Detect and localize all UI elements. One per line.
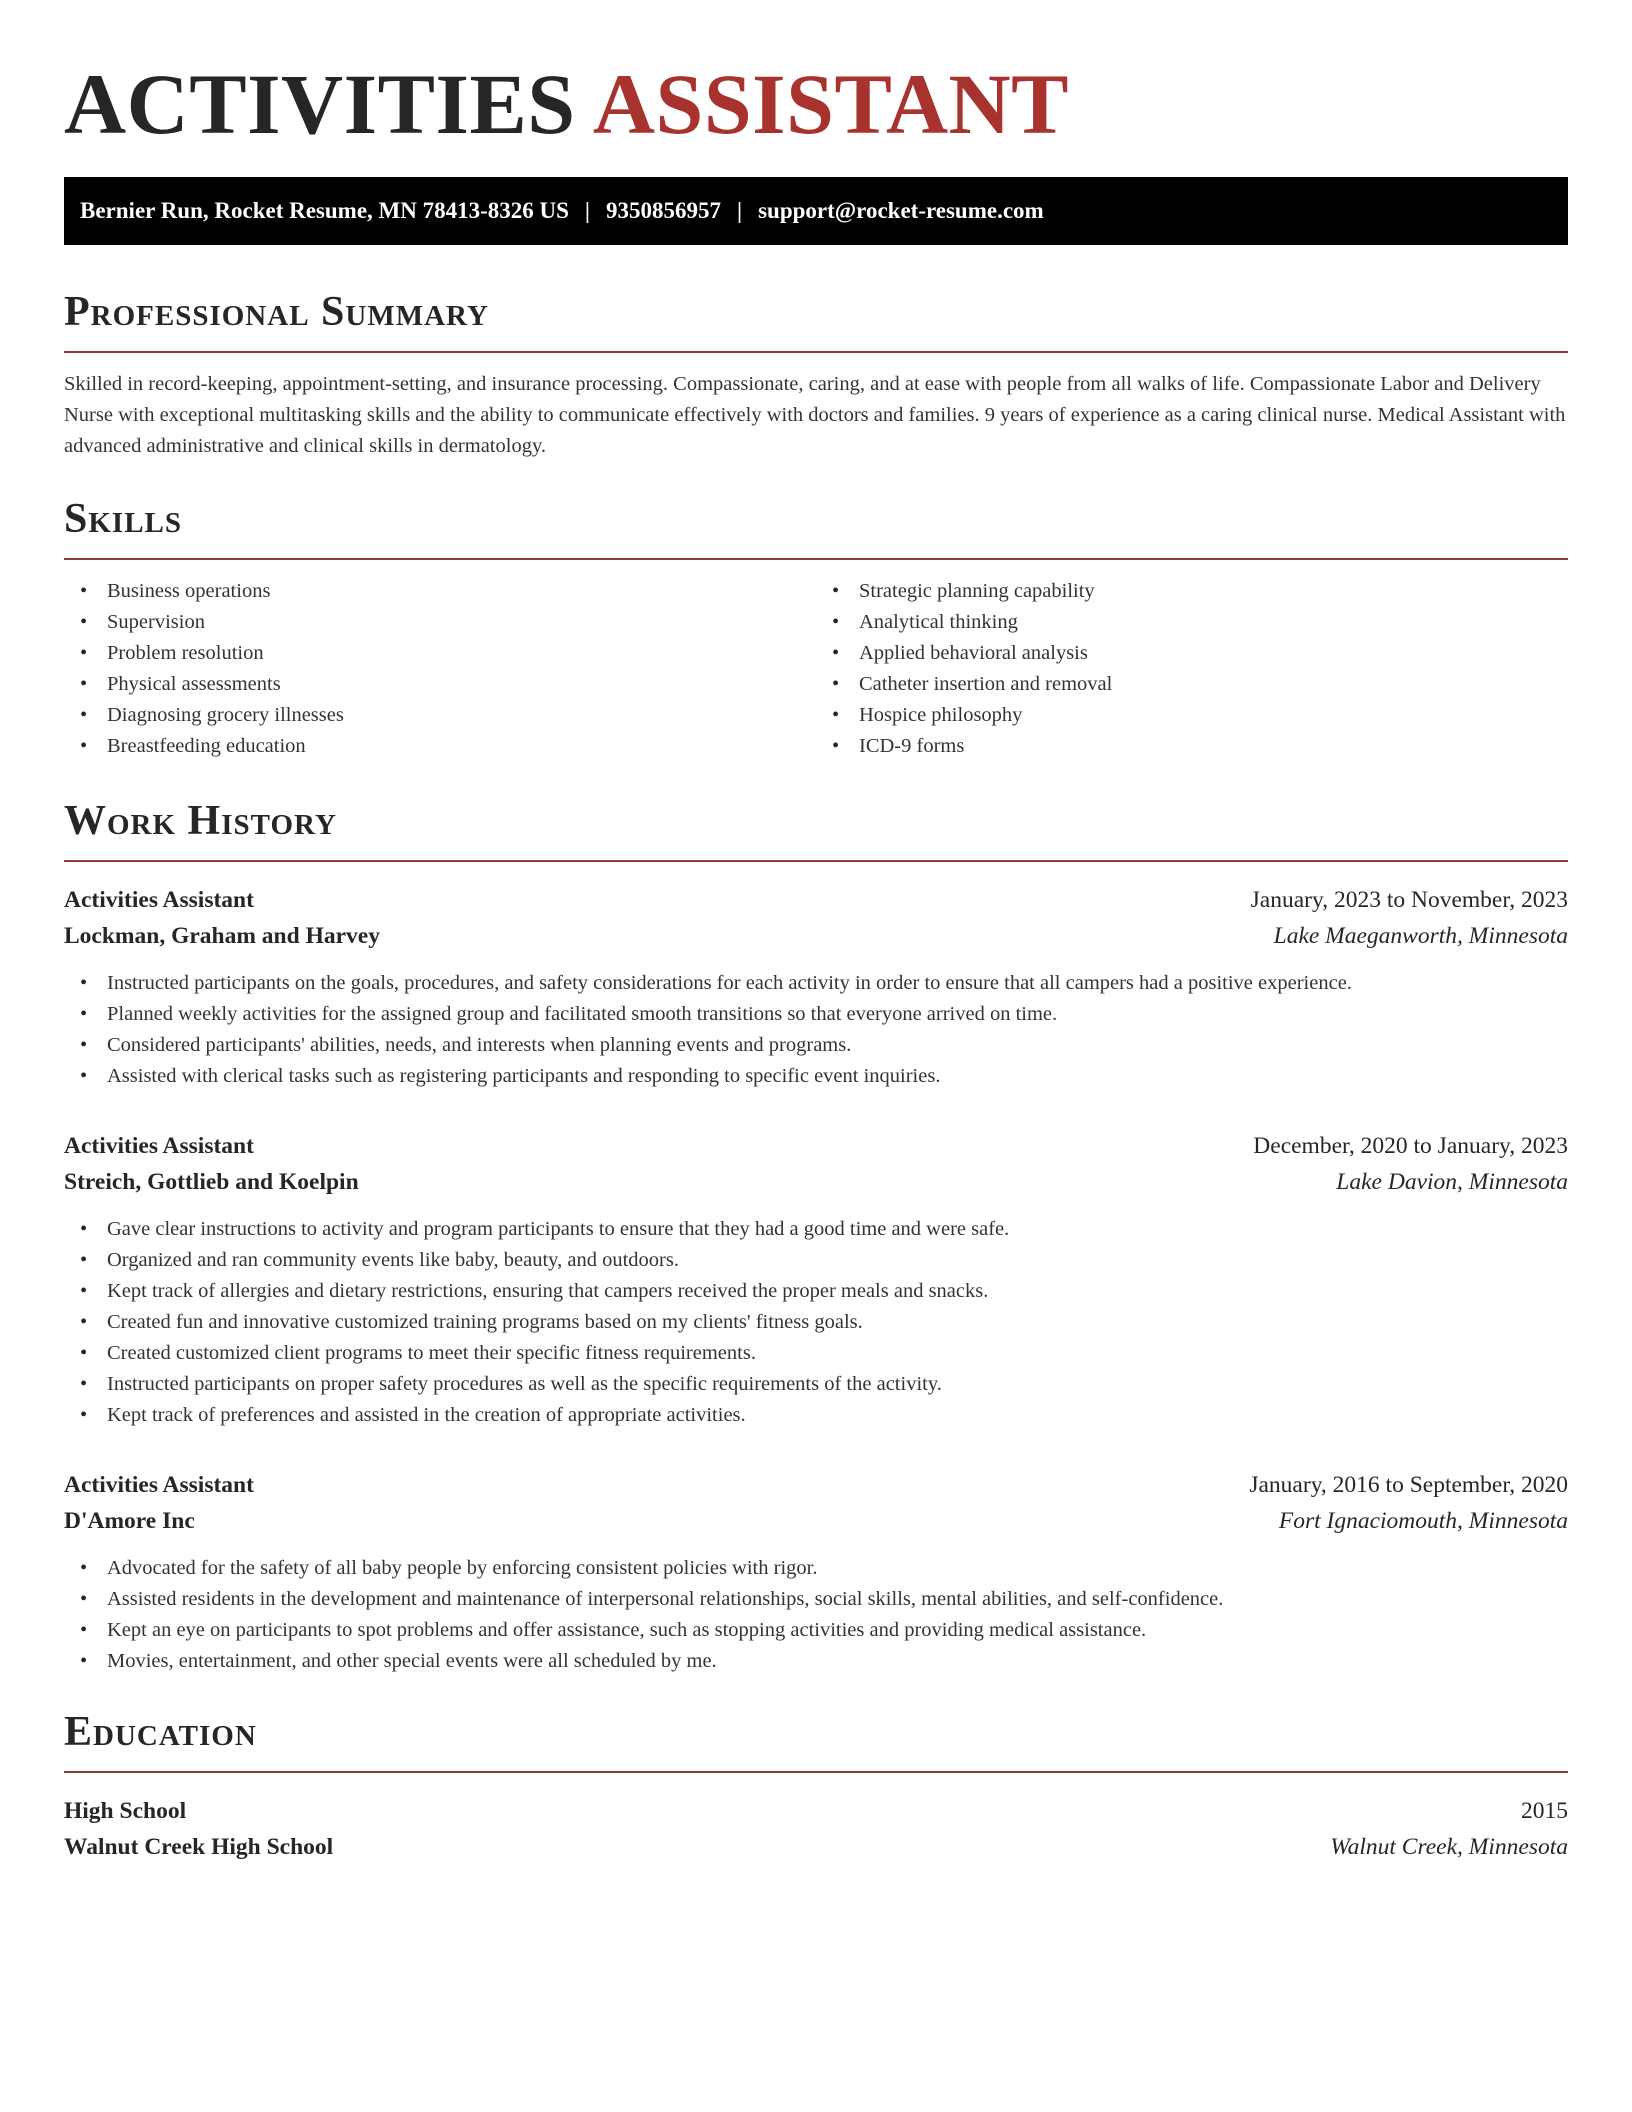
- skill-item: • Catheter insertion and removal: [859, 669, 1568, 700]
- skill-item: • Strategic planning capability: [859, 576, 1568, 607]
- job-header-row: [64, 1467, 1568, 1503]
- job-header-row: [64, 1128, 1568, 1164]
- job-bullet: • Created customized client programs to meet their specific fitness requirements.: [107, 1338, 1568, 1369]
- job-entry: [64, 1467, 1568, 1677]
- education-heading: Education: [64, 1709, 257, 1755]
- job-bullet: • Kept an eye on participants to spot problems and offer assistance, such as stopping activities and providing medical assistance.: [107, 1615, 1568, 1646]
- name-last: ASSISTANT: [592, 56, 1070, 152]
- skills-grid: [64, 576, 1568, 762]
- job-header-row: [64, 882, 1568, 918]
- summary-section: [64, 287, 1568, 462]
- skill-item: • Diagnosing grocery illnesses: [107, 700, 816, 731]
- section-divider: [64, 558, 1568, 560]
- job-company-row: [64, 1164, 1568, 1200]
- job-dates: January, 2023 to November, 2023: [1250, 887, 1568, 913]
- skills-section: [64, 494, 1568, 762]
- job-bullet: • Instructed participants on the goals, procedures, and safety considerations for each activity in order to ensure that all campers had a positive experience.: [107, 968, 1568, 999]
- contact-address: Bernier Run, Rocket Resume, MN 78413-8326 US: [80, 198, 569, 223]
- contact-email: support@rocket-resume.com: [758, 198, 1044, 223]
- skill-item: • ICD-9 forms: [859, 731, 1568, 762]
- skill-item: • Supervision: [107, 607, 816, 638]
- summary-heading: Professional Summary: [64, 289, 489, 335]
- job-bullet: • Kept track of allergies and dietary restrictions, ensuring that campers received the proper meals and snacks.: [107, 1276, 1568, 1307]
- education-entry: [64, 1793, 1568, 1865]
- job-location: Lake Maeganworth, Minnesota: [1273, 923, 1568, 949]
- section-divider: [64, 860, 1568, 862]
- job-bullet: • Movies, entertainment, and other special events were all scheduled by me.: [107, 1646, 1568, 1677]
- education-degree: High School: [64, 1798, 187, 1824]
- contact-separator: |: [584, 198, 590, 223]
- education-header-row: [64, 1793, 1568, 1829]
- section-divider: [64, 351, 1568, 353]
- job-entry: [64, 1128, 1568, 1431]
- job-bullet: • Organized and ran community events like baby, beauty, and outdoors.: [107, 1245, 1568, 1276]
- skills-left-column: [64, 576, 816, 762]
- job-bullet: • Planned weekly activities for the assigned group and facilitated smooth transitions so that everyone arrived on time.: [107, 999, 1568, 1030]
- job-location: Fort Ignaciomouth, Minnesota: [1278, 1508, 1568, 1534]
- job-bullet: • Advocated for the safety of all baby people by enforcing consistent policies with rigor.: [107, 1553, 1568, 1584]
- skills-heading: Skills: [64, 496, 183, 542]
- job-company: Streich, Gottlieb and Koelpin: [64, 1169, 359, 1195]
- skill-item: • Hospice philosophy: [859, 700, 1568, 731]
- job-title: Activities Assistant: [64, 1133, 254, 1159]
- name-first: ACTIVITIES: [64, 56, 576, 152]
- skill-item: • Business operations: [107, 576, 816, 607]
- skill-item: • Problem resolution: [107, 638, 816, 669]
- skill-item: • Physical assessments: [107, 669, 816, 700]
- job-bullet: • Instructed participants on proper safety procedures as well as the specific requirements of the activity.: [107, 1369, 1568, 1400]
- job-bullet: • Gave clear instructions to activity and program participants to ensure that they had a good time and were safe.: [107, 1214, 1568, 1245]
- contact-separator: |: [737, 198, 743, 223]
- job-bullet: • Assisted residents in the development and maintenance of interpersonal relationships, social skills, mental abilities, and self-confidence.: [107, 1584, 1568, 1615]
- job-dates: January, 2016 to September, 2020: [1249, 1472, 1568, 1498]
- summary-text: Skilled in record-keeping, appointment-setting, and insurance processing. Compassionate, caring, and at ease with people from all walks of life. Compassionate Labor and Delivery Nurse with exceptional multitasking skills and the ability to communicate effectively with doctors and families. 9 years of experience as a caring clinical nurse. Medical Assistant with advanced administrative and clinical skills in dermatology.: [64, 373, 1566, 457]
- skill-item: • Applied behavioral analysis: [859, 638, 1568, 669]
- contact-bar: [64, 177, 1568, 245]
- job-company: Lockman, Graham and Harvey: [64, 923, 380, 949]
- job-bullets: [64, 968, 1568, 1092]
- skill-item: • Analytical thinking: [859, 607, 1568, 638]
- skill-item: • Breastfeeding education: [107, 731, 816, 762]
- education-section: [64, 1707, 1568, 1865]
- job-bullet: • Assisted with clerical tasks such as registering participants and responding to specific event inquiries.: [107, 1061, 1568, 1092]
- job-bullets: [64, 1553, 1568, 1677]
- resume-name: [64, 52, 1568, 156]
- work-history-heading: Work History: [64, 798, 337, 844]
- education-school-row: [64, 1829, 1568, 1865]
- skills-right-column: [816, 576, 1568, 762]
- education-location: Walnut Creek, Minnesota: [1330, 1834, 1568, 1860]
- education-year: 2015: [1521, 1798, 1568, 1824]
- job-bullet: • Created fun and innovative customized training programs based on my clients' fitness goals.: [107, 1307, 1568, 1338]
- job-bullets: [64, 1214, 1568, 1431]
- job-company-row: [64, 918, 1568, 954]
- job-bullet: • Kept track of preferences and assisted in the creation of appropriate activities.: [107, 1400, 1568, 1431]
- job-company: D'Amore Inc: [64, 1508, 195, 1534]
- job-entry: [64, 882, 1568, 1092]
- job-title: Activities Assistant: [64, 887, 254, 913]
- job-dates: December, 2020 to January, 2023: [1253, 1133, 1568, 1159]
- job-title: Activities Assistant: [64, 1472, 254, 1498]
- contact-phone: 9350856957: [606, 198, 721, 223]
- education-school: Walnut Creek High School: [64, 1834, 334, 1860]
- job-bullet: • Considered participants' abilities, needs, and interests when planning events and programs.: [107, 1030, 1568, 1061]
- job-location: Lake Davion, Minnesota: [1336, 1169, 1568, 1195]
- section-divider: [64, 1771, 1568, 1773]
- job-company-row: [64, 1503, 1568, 1539]
- work-history-section: [64, 796, 1568, 1677]
